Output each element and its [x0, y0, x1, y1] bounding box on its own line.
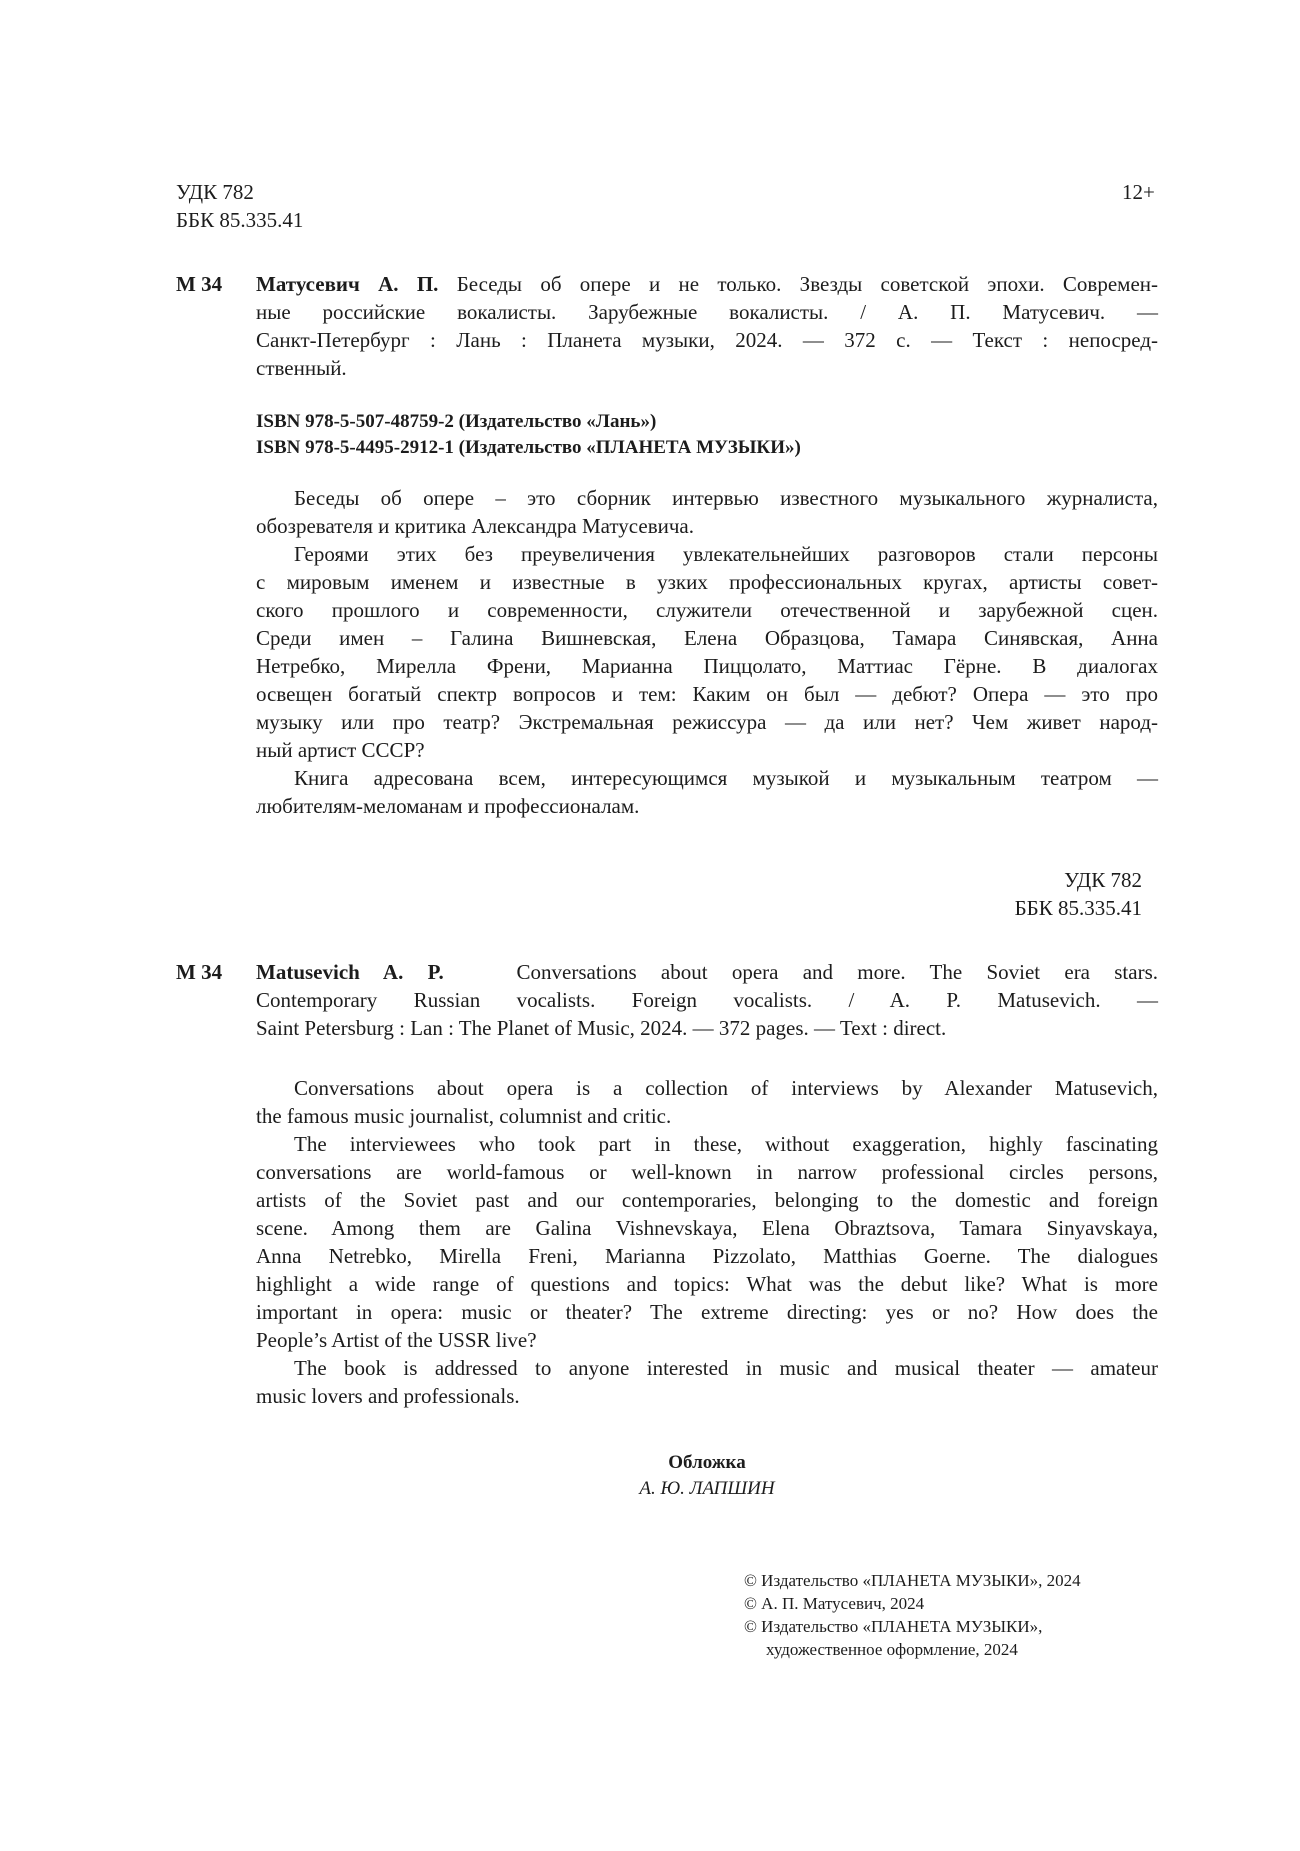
ru-annotation-line: Книга адресована всем, интересующимся музыкой и музыкальным театром —: [294, 766, 1158, 790]
ru-entry-line: Матусевич А. П. Беседы об опере и не только. Звезды советской эпохи. Современ-: [256, 272, 1158, 296]
en-entry-line: Matusevich A. P. Conversations about opera and more. The Soviet era stars.: [256, 960, 1158, 984]
ru-entry-line: Санкт-Петербург : Лань : Планета музыки, 2024. — 372 с. — Текст : непосред-: [256, 328, 1158, 352]
isbn-planeta: ISBN 978-5-4495-2912-1 (Издательство «ПЛАНЕТА МУЗЫКИ»): [256, 437, 801, 458]
copyright-line: художественное оформление, 2024: [766, 1640, 1018, 1659]
en-annotation-line: artists of the Soviet past and our contemporaries, belonging to the domestic and foreign: [256, 1188, 1158, 1212]
en-entry-line: Contemporary Russian vocalists. Foreign vocalists. / A. P. Matusevich. —: [256, 988, 1158, 1012]
ru-annotation-line: любителям-меломанам и профессионалам.: [256, 794, 640, 818]
en-entry-code: М 34: [176, 960, 223, 984]
copyright-line: © А. П. Матусевич, 2024: [744, 1594, 925, 1613]
ru-annotation-line: ный артист СССР?: [256, 738, 425, 762]
en-annotation-line: scene. Among them are Galina Vishnevskaya, Elena Obraztsova, Tamara Sinyavskaya,: [256, 1216, 1158, 1240]
en-annotation: [256, 1074, 1158, 1410]
ru-entry-code: М 34: [176, 272, 223, 296]
en-annotation-line: The book is addressed to anyone interested in music and musical theater — amateur: [294, 1356, 1158, 1380]
copyright-line: © Издательство «ПЛАНЕТА МУЗЫКИ»,: [744, 1617, 1043, 1636]
en-annotation-line: the famous music journalist, columnist and critic.: [256, 1104, 672, 1128]
ru-annotation-line: обозревателя и критика Александра Матусевича.: [256, 514, 694, 538]
cover-credit: [256, 1450, 1158, 1502]
ru-annotation-line: Героями этих без преувеличения увлекательнейших разговоров стали персоны: [294, 542, 1158, 566]
en-annotation-line: Conversations about opera is a collection of interviews by Alexander Matusevich,: [294, 1076, 1158, 1100]
en-annotation-line: conversations are world-famous or well-known in narrow professional circles persons,: [256, 1160, 1158, 1184]
en-annotation-line: highlight a wide range of questions and topics: What was the debut like? What is more: [256, 1272, 1158, 1296]
ru-bibliographic-entry: [256, 270, 1158, 382]
copyright-line: © Издательство «ПЛАНЕТА МУЗЫКИ», 2024: [744, 1571, 1081, 1590]
ru-entry-line: ные российские вокалисты. Зарубежные вокалисты. / А. П. Матусевич. —: [256, 300, 1158, 324]
en-annotation-line: Anna Netrebko, Mirella Freni, Marianna Pizzolato, Matthias Goerne. The dialogues: [256, 1244, 1158, 1268]
isbn-lan: ISBN 978-5-507-48759-2 (Издательство «Лань»): [256, 411, 657, 432]
en-header-classification: [1015, 866, 1142, 922]
isbn-block: [256, 409, 801, 461]
cover-label: Обложка: [668, 1452, 746, 1473]
ru-annotation-line: ского прошлого и современности, служители отечественной и зарубежной сцен.: [256, 598, 1158, 622]
ru-entry-line: ственный.: [256, 356, 347, 380]
ru-annotation-line: Нетребко, Мирелла Френи, Марианна Пиццолато, Маттиас Гёрне. В диалогах: [256, 654, 1158, 678]
ru-entry-author: Матусевич А. П.: [256, 272, 439, 296]
en-annotation-line: People’s Artist of the USSR live?: [256, 1328, 537, 1352]
ru-annotation-line: Среди имен – Галина Вишневская, Елена Образцова, Тамара Синявская, Анна: [256, 626, 1158, 650]
en-annotation-line: important in opera: music or theater? The extreme directing: yes or no? How does the: [256, 1300, 1158, 1324]
en-bbk-code: ББК 85.335.41: [1014, 896, 1142, 920]
ru-annotation-line: с мировым именем и известные в узких профессиональных кругах, артисты совет-: [256, 570, 1158, 594]
en-entry-line: Saint Petersburg : Lan : The Planet of Music, 2024. — 372 pages. — Text : direct.: [256, 1016, 947, 1040]
en-annotation-line: The interviewees who took part in these, without exaggeration, highly fascinating: [294, 1132, 1158, 1156]
age-rating: 12+: [1122, 180, 1155, 204]
header-classification: [176, 178, 303, 234]
udk-code: УДК 782: [176, 180, 254, 204]
cover-artist: А. Ю. ЛАПШИН: [639, 1478, 775, 1499]
en-annotation-line: music lovers and professionals.: [256, 1384, 520, 1408]
ru-annotation-line: музыку или про театр? Экстремальная режиссура — да или нет? Чем живет народ-: [256, 710, 1158, 734]
en-bibliographic-entry: [256, 958, 1158, 1042]
en-udk-code: УДК 782: [1064, 868, 1142, 892]
bbk-code: ББК 85.335.41: [176, 208, 304, 232]
ru-annotation: [256, 484, 1158, 820]
en-entry-author: Matusevich A. P.: [256, 960, 444, 984]
copyright-block: [744, 1569, 1081, 1661]
ru-annotation-line: освещен богатый спектр вопросов и тем: Каким он был — дебют? Опера — это про: [256, 682, 1158, 706]
ru-annotation-line: Беседы об опере – это сборник интервью известного музыкального журналиста,: [294, 486, 1158, 510]
